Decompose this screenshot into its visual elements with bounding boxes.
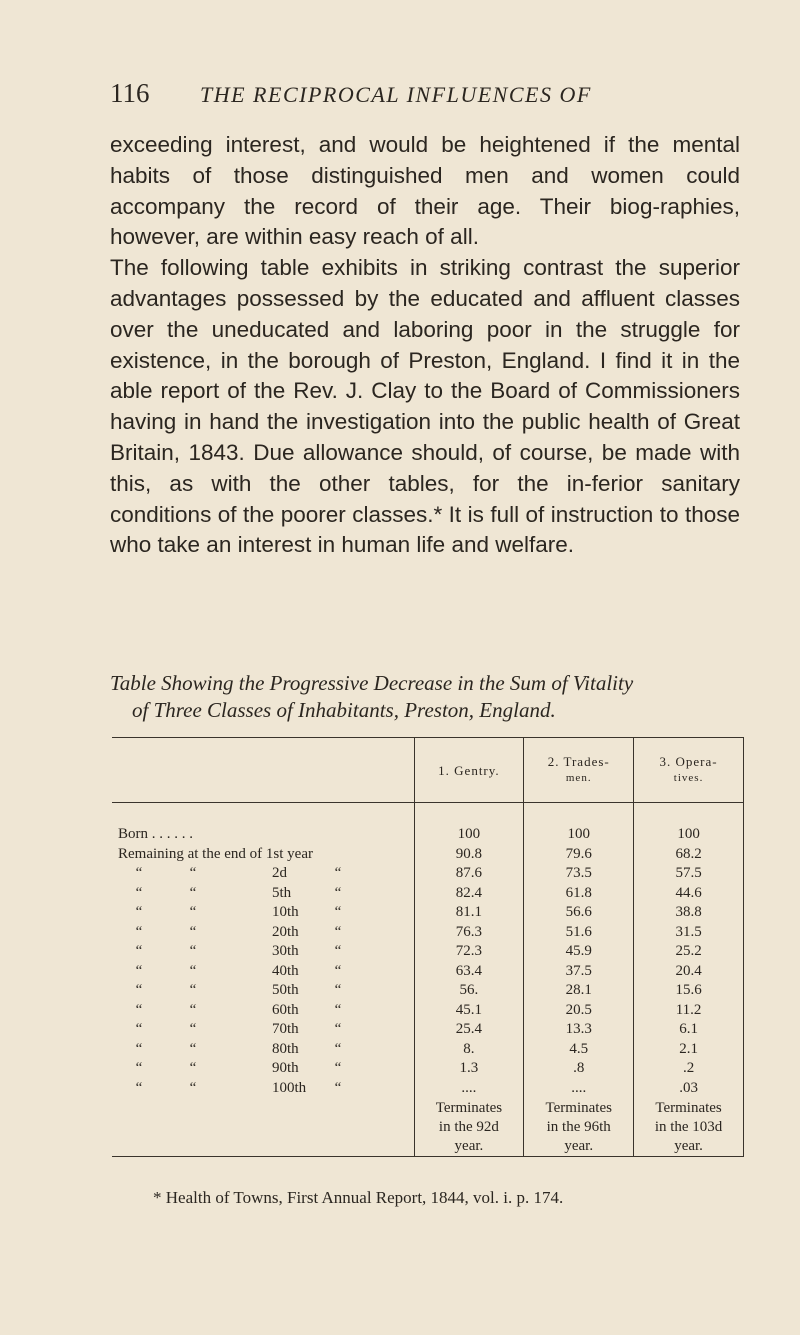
row-label: [112, 1080, 356, 1096]
ditto-mark: “: [135, 904, 143, 920]
trades-value: 56.6: [524, 903, 634, 923]
table-row: [112, 884, 744, 904]
table-body: [112, 825, 744, 1098]
gentry-value: 1.3: [414, 1059, 524, 1079]
row-label: [112, 1041, 356, 1057]
gentry-value: 56.: [414, 981, 524, 1001]
gentry-value: 100: [414, 825, 524, 845]
oper-terminates: Terminates in the 103d year.: [634, 1098, 744, 1157]
ditto-mark: “: [135, 923, 143, 940]
oper-value: 20.4: [634, 962, 744, 982]
ditto-mark: “: [189, 943, 197, 959]
row-label: [112, 943, 356, 959]
page-number: 116: [110, 78, 150, 108]
row-label: [112, 846, 313, 862]
ditto-mark: “: [189, 1079, 197, 1096]
paragraph-1: exceeding interest, and would be heightened if the mental habits of those distinguished men and women could accompany the record of their age. Their biog-raphies, however, are within easy reach of all.: [110, 132, 740, 250]
ditto-mark: “: [135, 962, 143, 979]
page-header: [110, 78, 730, 118]
table-caption: [110, 670, 750, 724]
oper-value: 44.6: [634, 884, 744, 904]
oper-value: 31.5: [634, 923, 744, 943]
ditto-mark: “: [135, 865, 143, 881]
footnote: * Health of Towns, First Annual Report, 1844, vol. i. p. 174.: [153, 1188, 564, 1207]
ditto-mark: “: [334, 1060, 342, 1076]
spacer-row: [112, 803, 744, 826]
row-label: [112, 904, 356, 920]
ditto-mark: “: [135, 884, 143, 901]
oper-value: 57.5: [634, 864, 744, 884]
row-ordinal: 80th: [272, 1040, 299, 1057]
ditto-mark: “: [189, 1021, 197, 1037]
ditto-mark: “: [334, 962, 342, 979]
oper-value: 38.8: [634, 903, 744, 923]
row-ordinal: 10th: [272, 904, 299, 920]
ditto-mark: “: [189, 904, 197, 920]
gentry-value: 90.8: [414, 845, 524, 865]
body-text: [110, 130, 740, 561]
oper-value: 100: [634, 825, 744, 845]
table-row: [112, 1020, 744, 1040]
ditto-mark: “: [334, 1021, 342, 1037]
trades-value: 13.3: [524, 1020, 634, 1040]
table-row: [112, 923, 744, 943]
table-row: [112, 864, 744, 884]
row-label: [112, 1002, 356, 1018]
trades-value: 100: [524, 825, 634, 845]
row-ordinal: 5th: [272, 884, 292, 901]
ditto-mark: “: [334, 865, 342, 881]
row-ordinal: 70th: [272, 1021, 299, 1037]
table-row: [112, 845, 744, 865]
ditto-mark: “: [189, 982, 197, 998]
caption-line-2: of Three Classes of Inhabitants, Preston, England.: [132, 698, 556, 722]
table-row: [112, 1059, 744, 1079]
row-label: [112, 963, 356, 979]
trades-value: 45.9: [524, 942, 634, 962]
ditto-mark: “: [334, 923, 342, 940]
ditto-mark: “: [135, 1040, 143, 1057]
ditto-mark: “: [334, 943, 342, 959]
ditto-mark: “: [334, 982, 342, 998]
running-head: THE RECIPROCAL INFLUENCES OF: [200, 82, 592, 107]
remaining-prefix: Remaining at the end of: [118, 845, 263, 862]
table-row: [112, 1001, 744, 1021]
gentry-value: 87.6: [414, 864, 524, 884]
trades-terminates: Terminates in the 96th year.: [524, 1098, 634, 1157]
ditto-mark: “: [135, 943, 143, 959]
ditto-mark: “: [189, 962, 197, 979]
table-row: [112, 962, 744, 982]
gentry-value: 76.3: [414, 923, 524, 943]
oper-value: 68.2: [634, 845, 744, 865]
terminates-row: [112, 1098, 744, 1157]
gentry-value: 45.1: [414, 1001, 524, 1021]
trades-value: ....: [524, 1079, 634, 1099]
table-header-row: [112, 738, 744, 803]
oper-value: 11.2: [634, 1001, 744, 1021]
row-label: [112, 924, 356, 940]
ditto-mark: “: [334, 1001, 342, 1018]
ditto-mark: “: [189, 1040, 197, 1057]
trades-value: 61.8: [524, 884, 634, 904]
ditto-mark: “: [189, 923, 197, 940]
table-row: [112, 1040, 744, 1060]
row-label: [112, 885, 356, 901]
ditto-mark: “: [135, 1001, 143, 1018]
table-row: [112, 981, 744, 1001]
row-ordinal: 40th: [272, 962, 299, 979]
header-operatives: 3. Opera- tives.: [634, 738, 744, 803]
gentry-value: 63.4: [414, 962, 524, 982]
ditto-mark: “: [334, 1079, 342, 1096]
gentry-value: 72.3: [414, 942, 524, 962]
ditto-mark: “: [189, 1001, 197, 1018]
row-label: [112, 1021, 356, 1037]
trades-value: 4.5: [524, 1040, 634, 1060]
ditto-mark: “: [334, 1040, 342, 1057]
ditto-mark: “: [189, 884, 197, 901]
ditto-mark: “: [189, 865, 197, 881]
header-blank: [112, 738, 414, 803]
gentry-value: ....: [414, 1079, 524, 1099]
row-label: Born . . . . . .: [118, 826, 193, 842]
oper-value: .2: [634, 1059, 744, 1079]
table-row: [112, 1079, 744, 1099]
gentry-value: 8.: [414, 1040, 524, 1060]
row-ordinal: 90th: [272, 1060, 299, 1076]
row-ordinal: 30th: [272, 943, 299, 959]
gentry-terminates: Terminates in the 92d year.: [414, 1098, 524, 1157]
oper-value: 15.6: [634, 981, 744, 1001]
row-ordinal: 60th: [272, 1001, 299, 1018]
oper-value: 25.2: [634, 942, 744, 962]
header-tradesmen: 2. Trades- men.: [524, 738, 634, 803]
row-label: [112, 1060, 356, 1076]
row-ordinal: 1st: [265, 845, 284, 862]
row-ordinal: 2d: [272, 865, 287, 881]
paragraph-2: The following table exhibits in striking contrast the superior advantages possessed by the educated and affluent classes over the uneducated and laboring poor in the struggle for existence, in the borough of Preston, England. I find it in the able report of the Rev. J. Clay to the Board of Commissioners having in hand the investigation into the public health of Great Britain, 1843. Due allowance should, of course, be made with this, as with the other tables, for the in-ferior sanitary conditions of the poorer classes.* It is full of instruction to those who take an interest in human life and welfare.: [110, 255, 740, 558]
ditto-mark: “: [189, 1060, 197, 1076]
oper-value: 6.1: [634, 1020, 744, 1040]
gentry-value: 82.4: [414, 884, 524, 904]
trades-value: .8: [524, 1059, 634, 1079]
table-row: [112, 903, 744, 923]
ditto-mark: “: [334, 904, 342, 920]
row-label: [112, 982, 356, 998]
row-ordinal: 50th: [272, 982, 299, 998]
oper-value: 2.1: [634, 1040, 744, 1060]
row-label: [112, 865, 356, 881]
gentry-value: 81.1: [414, 903, 524, 923]
trades-value: 28.1: [524, 981, 634, 1001]
table-row: [112, 942, 744, 962]
row-ordinal: 100th: [272, 1079, 307, 1096]
row-ordinal: 20th: [272, 923, 299, 940]
ditto-mark: “: [135, 1060, 143, 1076]
trades-value: 20.5: [524, 1001, 634, 1021]
oper-value: .03: [634, 1079, 744, 1099]
ditto-mark: “: [135, 982, 143, 998]
header-gentry: 1. Gentry.: [414, 738, 524, 803]
ditto-mark: “: [135, 1021, 143, 1037]
trades-value: 79.6: [524, 845, 634, 865]
table-row: [112, 825, 744, 845]
ditto-mark: “: [135, 1079, 143, 1096]
trades-value: 73.5: [524, 864, 634, 884]
trades-value: 51.6: [524, 923, 634, 943]
gentry-value: 25.4: [414, 1020, 524, 1040]
vitality-table: [112, 737, 744, 1157]
year-word: year: [287, 845, 313, 862]
trades-value: 37.5: [524, 962, 634, 982]
caption-line-1: Table Showing the Progressive Decrease in the Sum of Vitality: [110, 671, 634, 695]
ditto-mark: “: [334, 884, 342, 901]
